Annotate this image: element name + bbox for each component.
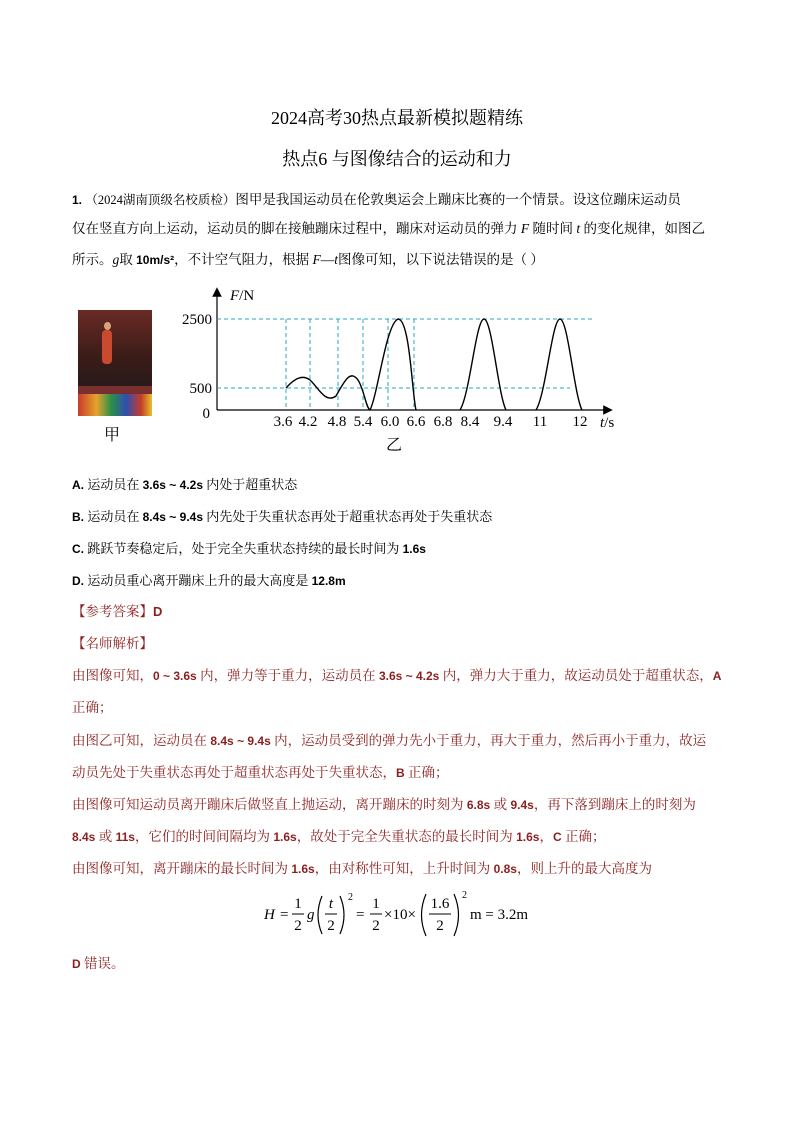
formula-sq-2: 2 <box>462 890 467 901</box>
trampoline-photo <box>78 310 152 416</box>
analysis-line-4: 动员先处于失重状态再处于超重状态再处于失重状态，B 正确； <box>72 765 449 780</box>
height-formula <box>262 884 532 944</box>
analysis-line-3: 由图乙可知，运动员在 8.4s ~ 9.4s 内，运动员受到的弹力先小于重力，再大于重力，然后再小于重力，故运 <box>72 733 707 748</box>
x-tick: 9.4 <box>493 414 513 430</box>
formula-num-1: 1 <box>294 896 302 912</box>
vertical-guides <box>286 319 414 410</box>
formula-eq-1: = <box>280 907 289 923</box>
x-tick: 6.8 <box>433 414 453 430</box>
y-tick-0: 0 <box>202 406 210 422</box>
analysis-line-5: 由图像可知运动员离开蹦床后做竖直上抛运动，离开蹦床的时刻为 6.8s 或 9.4s，再下落到蹦床上的时刻为 <box>72 797 696 812</box>
question-line-1: 1. （2024湖南顶级名校质检）图甲是我国运动员在伦敦奥运会上蹦床比赛的一个情景。设这位蹦床运动员 <box>72 192 681 207</box>
formula-H: H <box>264 907 275 923</box>
x-tick: 5.4 <box>353 414 373 430</box>
formula-num-3: 1.6 <box>430 896 450 912</box>
x-tick: 6.6 <box>406 414 426 430</box>
analysis-line-6: 8.4s 或 11s，它们的时间间隔均为 1.6s，故处于完全失重状态的最长时间为 1.6s，C 正确； <box>72 829 606 844</box>
option-b: B. 运动员在 8.4s ~ 9.4s 内先处于失重状态再处于超重状态再处于失重状态 <box>72 509 493 524</box>
analysis-line-2: 正确； <box>72 700 113 715</box>
formula-den-1: 2 <box>294 918 302 934</box>
formula-num-2: 1 <box>372 896 380 912</box>
x-tick: 6.0 <box>380 414 400 430</box>
formula-t: t <box>328 896 334 912</box>
question-number: 1. <box>72 193 83 207</box>
x-tick: 4.8 <box>327 414 347 430</box>
force-time-chart <box>182 284 630 434</box>
x-tick: 3.6 <box>273 414 293 430</box>
formula-den-3: 2 <box>372 918 380 934</box>
y-tick-2500: 2500 <box>182 312 212 328</box>
analysis-conclusion: D 错误。 <box>72 956 125 971</box>
analysis-label: 【名师解析】 <box>72 636 153 651</box>
option-d: D. 运动员重心离开蹦床上升的最大高度是 12.8m <box>72 573 346 588</box>
page-title: 2024高考30热点最新模拟题精练 <box>271 108 523 128</box>
formula-den-4: 2 <box>436 918 444 934</box>
formula-den-2: 2 <box>327 918 335 934</box>
answer-line: 【参考答案】D <box>72 604 163 619</box>
x-tick: 12 <box>572 414 588 430</box>
x-tick: 8.4 <box>460 414 480 430</box>
analysis-line-7: 由图像可知，离开蹦床的最长时间为 1.6s，由对称性可知，上升时间为 0.8s，则上升的最大高度为 <box>72 861 652 876</box>
photo-label: 甲 <box>104 427 121 444</box>
question-line-2: 仅在竖直方向上运动，运动员的脚在接触蹦床过程中，蹦床对运动员的弹力 F 随时间 t 的变化规律，如图乙 <box>72 221 706 236</box>
x-axis-label: t/s <box>600 415 615 431</box>
formula-eq-2: = <box>356 907 365 923</box>
formula-g: g <box>307 907 315 923</box>
chart-label: 乙 <box>386 437 403 454</box>
x-ticks <box>274 414 588 430</box>
y-tick-500: 500 <box>189 381 212 397</box>
formula-times: ×10× <box>384 907 416 923</box>
force-curve <box>286 319 582 410</box>
analysis-line-1: 由图像可知，0 ~ 3.6s 内，弹力等于重力，运动员在 3.6s ~ 4.2s 内，弹力大于重力，故运动员处于超重状态，A <box>72 668 722 683</box>
formula-result: m = 3.2m <box>470 907 529 923</box>
section-subtitle: 热点6 与图像结合的运动和力 <box>282 149 512 169</box>
x-tick: 11 <box>532 414 548 430</box>
option-c: C. 跳跃节奏稳定后，处于完全失重状态持续的最长时间为 1.6s <box>72 541 426 556</box>
x-tick: 4.2 <box>298 414 318 430</box>
formula-sq-1: 2 <box>348 892 353 903</box>
question-source: （2024湖南顶级名校质检） <box>85 193 236 207</box>
question-line-3: 所示。g取 10m/s²，不计空气阻力，根据 F—t图像可知，以下说法错误的是（ ） <box>72 252 544 267</box>
option-a: A. 运动员在 3.6s ~ 4.2s 内处于超重状态 <box>72 477 298 492</box>
y-axis-label: F/N <box>230 288 255 304</box>
